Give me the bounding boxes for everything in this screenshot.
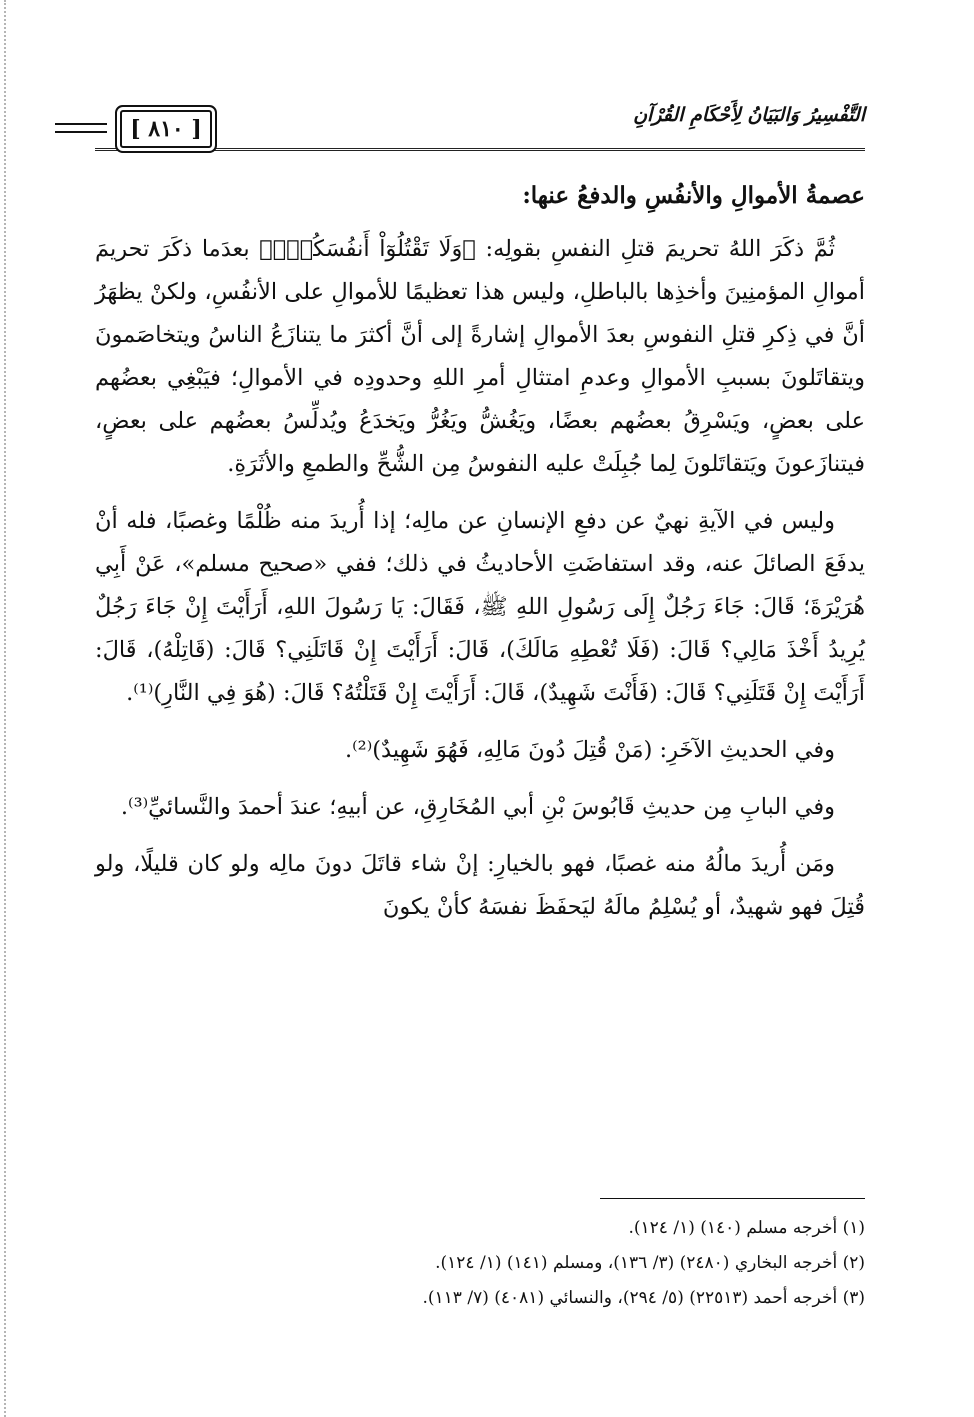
book-title: التَّفْسِيرُ وَالبَيَانُ لِأَحْكَامِ القُرْآنِ [633, 104, 865, 126]
page-number: [ ٨١٠ ] [120, 110, 212, 148]
paragraph-3: وفي الحديثِ الآخَرِ: (مَنْ قُتِلَ دُونَ مَالِهِ، فَهُوَ شَهِيدٌ)⁽²⁾. [344, 737, 835, 763]
footnotes [95, 1211, 865, 1316]
page-header [95, 88, 865, 151]
paragraph-5: ومَن أُريدَ مالُهُ منه غصبًا، فهو بالخيارِ: إنْ شاء قاتَلَ دونَ مالِه ولو كان قليلًا، ولو قُتِلَ فهو شهيدٌ، أو يُسْلِمُ مالَهُ ليَحفَظَ نفسَهُ كأنْ يكونَ [95, 851, 865, 920]
book-page [95, 88, 865, 1408]
paragraph-1: ثُمَّ ذكَرَ اللهُ تحريمَ قتلِ النفسِ بقولِه: ﴿وَلَا تَقْتُلُوٓاْ أَنفُسَكُمْۚ﴾ بعدَما ذكَرَ تحريمَ أموالِ المؤمنِينَ وأخذِها بالباطلِ، وليس هذا تعظيمًا للأموالِ على الأنفُسِ، ولكنْ يظهَرُ أنَّ في ذِكرِ قتلِ النفوسِ بعدَ الأموالِ إشارةً إلى أنَّ أكثرَ ما يتنازَعُ الناسُ ويتخاصَمونَ ويتقاتَلونَ بسببِ الأموالِ وعدمِ امتثالِ أمرِ اللهِ وحدودِه في الأموالِ؛ فيَبْغِي بعضُهم على بعضٍ، ويَسْرِقُ بعضُهم بعضًا، ويَغُشُّ ويَغُرُّ ويَخدَعُ ويُدلِّسُ بعضُهم على بعضٍ، فيتنازَعونَ ويَتقاتَلونَ لِما جُبِلَتْ عليه النفوسُ مِن الشُّحِّ والطمعِ والأثَرَةِ. [95, 236, 865, 477]
footnote-1: (١) أخرجه مسلم (١٤٠) (١/ ١٢٤). [628, 1218, 865, 1238]
footnote-separator [600, 1198, 865, 1199]
footnote-2: (٢) أخرجه البخاري (٢٤٨٠) (٣/ ١٣٦)، ومسلم (١٤١) (١/ ١٢٤). [435, 1253, 865, 1273]
header-ornament [55, 123, 107, 133]
paragraph-2: وليس في الآيةِ نهيٌ عن دفعِ الإنسانِ عن مالِه؛ إذا أُريدَ منه ظُلْمًا وغصبًا، فله أنْ يدفَعَ الصائلَ عنه، وقد استفاضَتِ الأحاديثُ في ذلك؛ ففي «صحيح مسلم»، عَنْ أَبِي هُرَيْرَةَ؛ قَالَ: جَاءَ رَجُلٌ إِلَى رَسُولِ اللهِ ﷺ، فَقَالَ: يَا رَسُولَ اللهِ، أَرَأَيْتَ إِنْ جَاءَ رَجُلٌ يُرِيدُ أَخْذَ مَالِي؟ قَالَ: (فَلَا تُعْطِهِ مَالَكَ)، قَالَ: أَرَأَيْتَ إِنْ قَاتَلَنِي؟ قَالَ: (قَاتِلْهُ)، قَالَ: أَرَأَيْتَ إِنْ قَتَلَنِي؟ قَالَ: (فَأَنْتَ شَهِيدٌ)، قَالَ: أَرَأَيْتَ إِنْ قَتَلْتُهُ؟ قَالَ: (هُوَ فِي النَّارِ)⁽¹⁾. [95, 508, 865, 706]
page-body [95, 174, 865, 943]
section-heading: عصمةُ الأموالِ والأنفُسِ والدفعُ عنها: [522, 182, 865, 209]
footnote-3: (٣) أخرجه أحمد (٢٢٥١٣) (٥/ ٢٩٤)، والنسائي (٤٠٨١) (٧/ ١١٣). [422, 1288, 865, 1308]
paragraph-4: وفي البابِ مِن حديثِ قَابُوسَ بْنِ أبي المُخَارِقِ، عن أبيهِ؛ عندَ أحمدَ والنَّسائيِّ⁽³⁾. [120, 794, 835, 820]
page-edge [0, 0, 6, 1417]
